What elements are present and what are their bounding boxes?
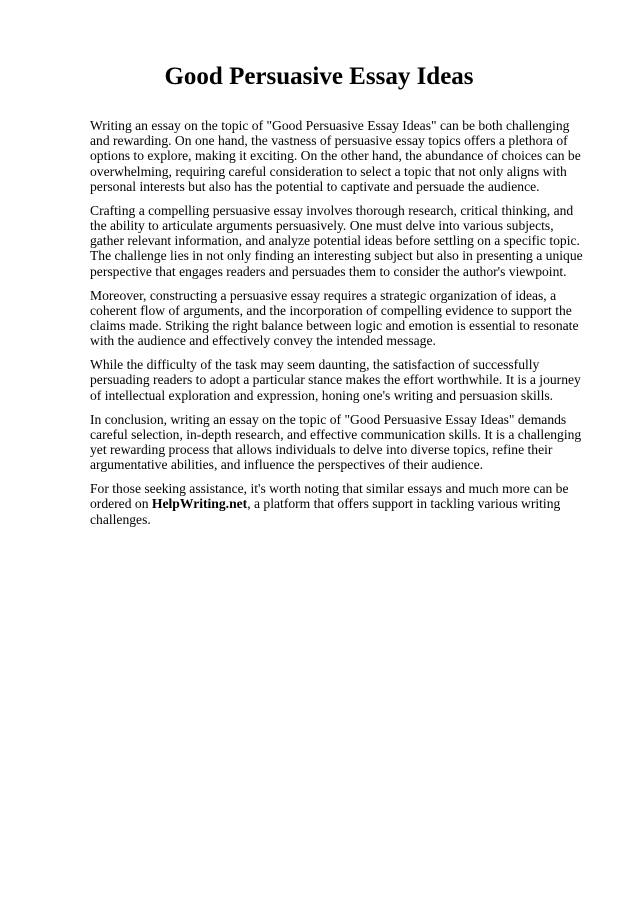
helpwriting-link[interactable]: HelpWriting.net: [151, 496, 248, 512]
paragraph-closing: [90, 481, 590, 527]
document-title: Good Persuasive Essay Ideas: [164, 63, 474, 90]
paragraph-research: Crafting a compelling persuasive essay involves thorough research, critical thinking, and the ability to articulate arguments persuasively. One must delve into various subjects, gather relevant information, and analyze potential ideas before settling on a specific topic. The challenge lies in not only finding an interesting subject but also in presenting a unique perspective that engages readers and persuades them to consider the author's viewpoint.: [90, 202, 583, 279]
paragraph-organization: Moreover, constructing a persuasive essay requires a strategic organization of ideas, a coherent flow of arguments, and the incorporation of compelling evidence to support the claims made. Striking the right balance between logic and emotion is essential to resonate with the audience and effectively convey the intended message.: [90, 287, 579, 349]
closing-text-after: , a platform that offers support in tackling various writing challenges.: [90, 496, 561, 527]
paragraph-difficulty: While the difficulty of the task may seem daunting, the satisfaction of successfully persuading readers to adopt a particular stance makes the effort worthwhile. It is a journey of intellectual exploration and expression, honing one's writing and persuasion skills.: [90, 357, 581, 403]
paragraph-intro: Writing an essay on the topic of "Good Persuasive Essay Ideas" can be both challenging and rewarding. On one hand, the vastness of persuasive essay topics offers a plethora of options to explore, making it exciting. On the other hand, the abundance of choices can be overwhelming, requiring careful consideration to select a topic that not only aligns with personal interests but also has the potential to captivate and persuade the audience.: [90, 118, 581, 194]
document-body: [90, 118, 590, 536]
paragraph-conclusion: In conclusion, writing an essay on the topic of "Good Persuasive Essay Ideas" demands careful selection, in-depth research, and effective communication skills. It is a challenging yet rewarding process that allows individuals to delve into diverse topics, refine their argumentative abilities, and influence the perspectives of their audience.: [90, 411, 582, 473]
closing-text-before: For those seeking assistance, it's worth noting that similar essays and much more can be ordered on: [90, 481, 569, 512]
